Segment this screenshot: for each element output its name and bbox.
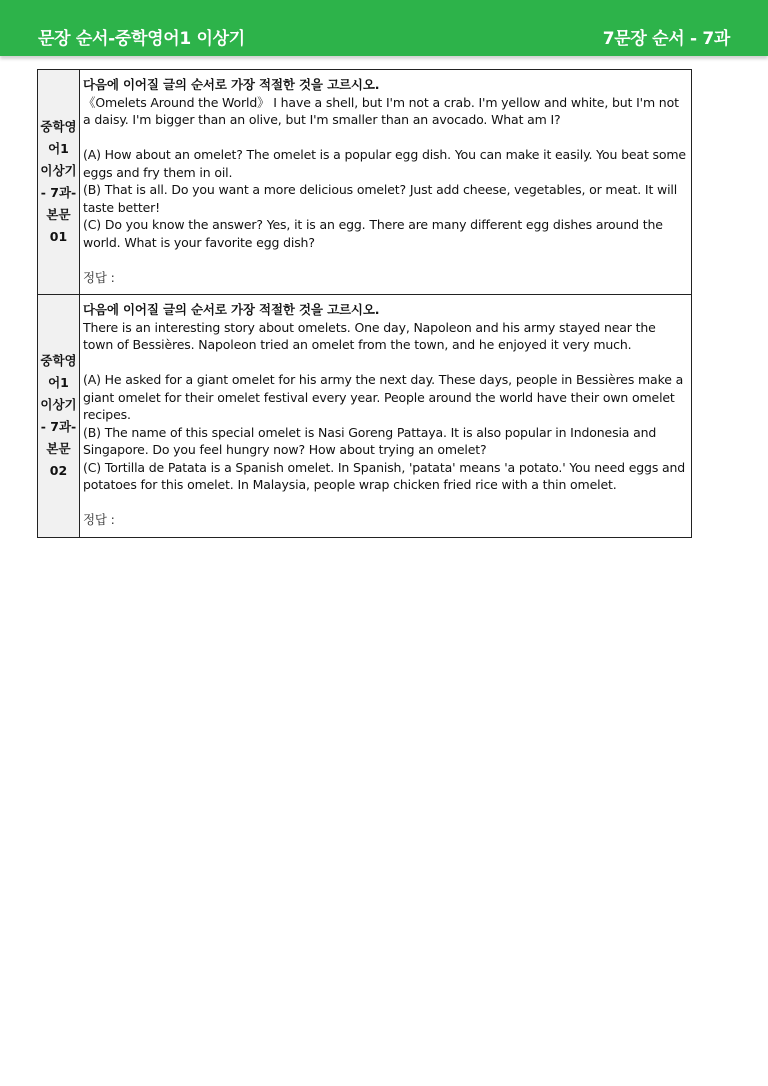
answer-label: 정답 :	[83, 269, 115, 285]
question-passage: There is an interesting story about omelets. One day, Napoleon and his army stayed near the town of Bessières. Napoleon tried an omelet from the town, and he enjoyed it very much.	[83, 319, 656, 352]
question-instruction: 다음에 이어질 글의 순서로 가장 적절한 것을 고르시오.	[83, 77, 380, 92]
question-content-cell	[80, 295, 692, 538]
question-label-cell	[38, 70, 80, 295]
option-b: (B) The name of this special omelet is Nasi Goreng Pattaya. It is also popular in Indonesia and Singapore. Do you feel hungry now? How about trying an omelet?	[83, 424, 657, 457]
header-title: 문장 순서-중학영어1 이상기	[38, 29, 245, 49]
header-lesson-label: 7문장 순서 - 7과	[602, 29, 730, 49]
spacer	[83, 354, 687, 372]
spacer	[83, 129, 687, 147]
question-label: 중학영어1 이상기 - 7과-본문 01	[40, 119, 77, 244]
option-c: (C) Tortilla de Patata is a Spanish omelet. In Spanish, 'patata' means 'a potato.' You need eggs and potatoes for this omelet. In Malaysia, people wrap chicken fried rice with a thin omelet.	[83, 459, 686, 492]
option-a: (A) How about an omelet? The omelet is a popular egg dish. You can make it easily. You beat some eggs and fry them in oil.	[83, 147, 686, 180]
question-row-1	[38, 70, 692, 295]
option-a: (A) He asked for a giant omelet for his army the next day. These days, people in Bessières make a giant omelet for their omelet festival every year. People around the world have their own omelet recipes.	[83, 372, 684, 422]
question-passage: 《Omelets Around the World》 I have a shell, but I'm not a crab. I'm yellow and white, but I'm not a daisy. I'm bigger than an olive, but I'm smaller than an avocado. What am I?	[83, 94, 679, 127]
question-content-cell	[80, 70, 692, 295]
question-instruction: 다음에 이어질 글의 순서로 가장 적절한 것을 고르시오.	[83, 302, 380, 317]
question-row-2	[38, 295, 692, 538]
answer-label: 정답 :	[83, 512, 115, 527]
option-b: (B) That is all. Do you want a more delicious omelet? Just add cheese, vegetables, or meat. It will taste better!	[83, 182, 678, 215]
question-table	[37, 69, 692, 538]
question-label: 중학영어1 이상기 - 7과-본문 02	[40, 352, 77, 478]
question-label-cell	[38, 295, 80, 538]
page-header	[0, 0, 768, 56]
option-c: (C) Do you know the answer? Yes, it is an egg. There are many different egg dishes around the world. What is your favorite egg dish?	[83, 217, 663, 250]
